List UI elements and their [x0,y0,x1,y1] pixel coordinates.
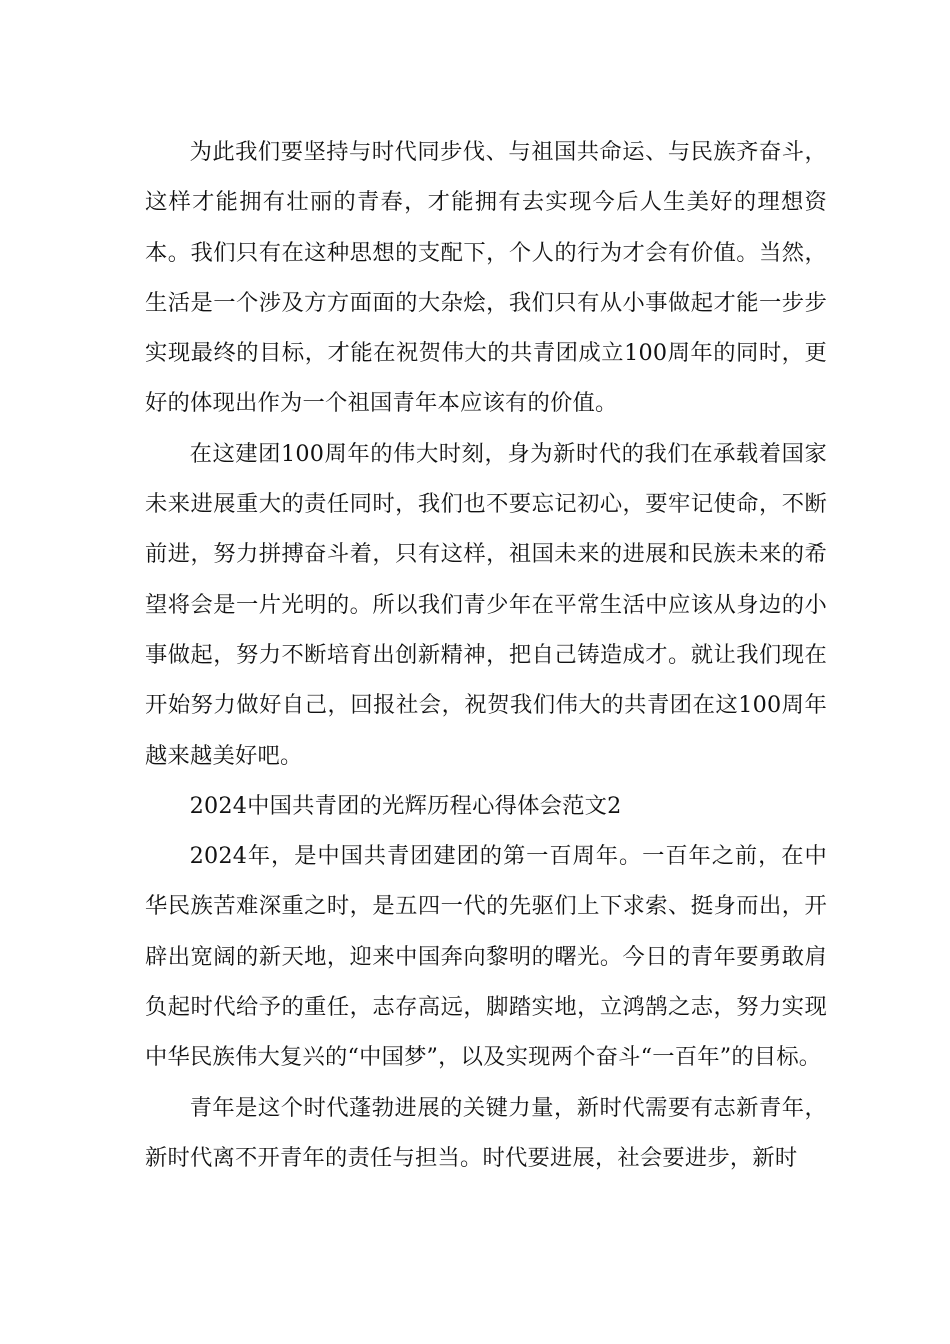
section-heading: 2024中国共青团的光辉历程心得体会范文2 [189,792,622,819]
paragraph-centenary-moment: 在这建团100周年的伟大时刻，身为新时代的我们在承载着国家未来进展重大的责任同时，我们也不要忘记初心，要牢记使命，不断前进，努力拼搏奋斗着，只有这样，祖国未来的进展和民族未来的希望将会是一片光明的。所以我们青少年在平常生活中应该从身边的小事做起，努力不断培育出创新精神，把自己铸造成才。就让我们现在开始努力做好自己，回报社会，祝贺我们伟大的共青团在这100周年越来越美好吧。 [145,440,827,769]
paragraph-youth-responsibility: 青年是这个时代蓬勃进展的关键力量，新时代需要有志新青年，新时代离不开青年的责任与担当。时代要进展，社会要进步，新时 [145,1094,827,1171]
paragraph-centenary-history: 2024年，是中国共青团建团的第一百周年。一百年之前，在中华民族苦难深重之时，是五四一代的先驱们上下求索、挺身而出，开辟出宽阔的新天地，迎来中国奔向黎明的曙光。今日的青年要勇敢肩负起时代给予的重任，志存高远，脚踏实地，立鸿鹄之志，努力实现中华民族伟大复兴的“中国梦”，以及实现两个奋斗“一百年”的目标。 [145,843,827,1071]
paragraph-youth-value: 为此我们要坚持与时代同步伐、与祖国共命运、与民族齐奋斗，这样才能拥有壮丽的青春，才能拥有去实现今后人生美好的理想资本。我们只有在这种思想的支配下，个人的行为才会有价值。当然，生活是一个涉及方方面面的大杂烩，我们只有从小事做起才能一步步实现最终的目标，才能在祝贺伟大的共青团成立100周年的同时，更好的体现出作为一个祖国青年本应该有的价值。 [145,139,827,417]
document-body [145,127,827,1183]
